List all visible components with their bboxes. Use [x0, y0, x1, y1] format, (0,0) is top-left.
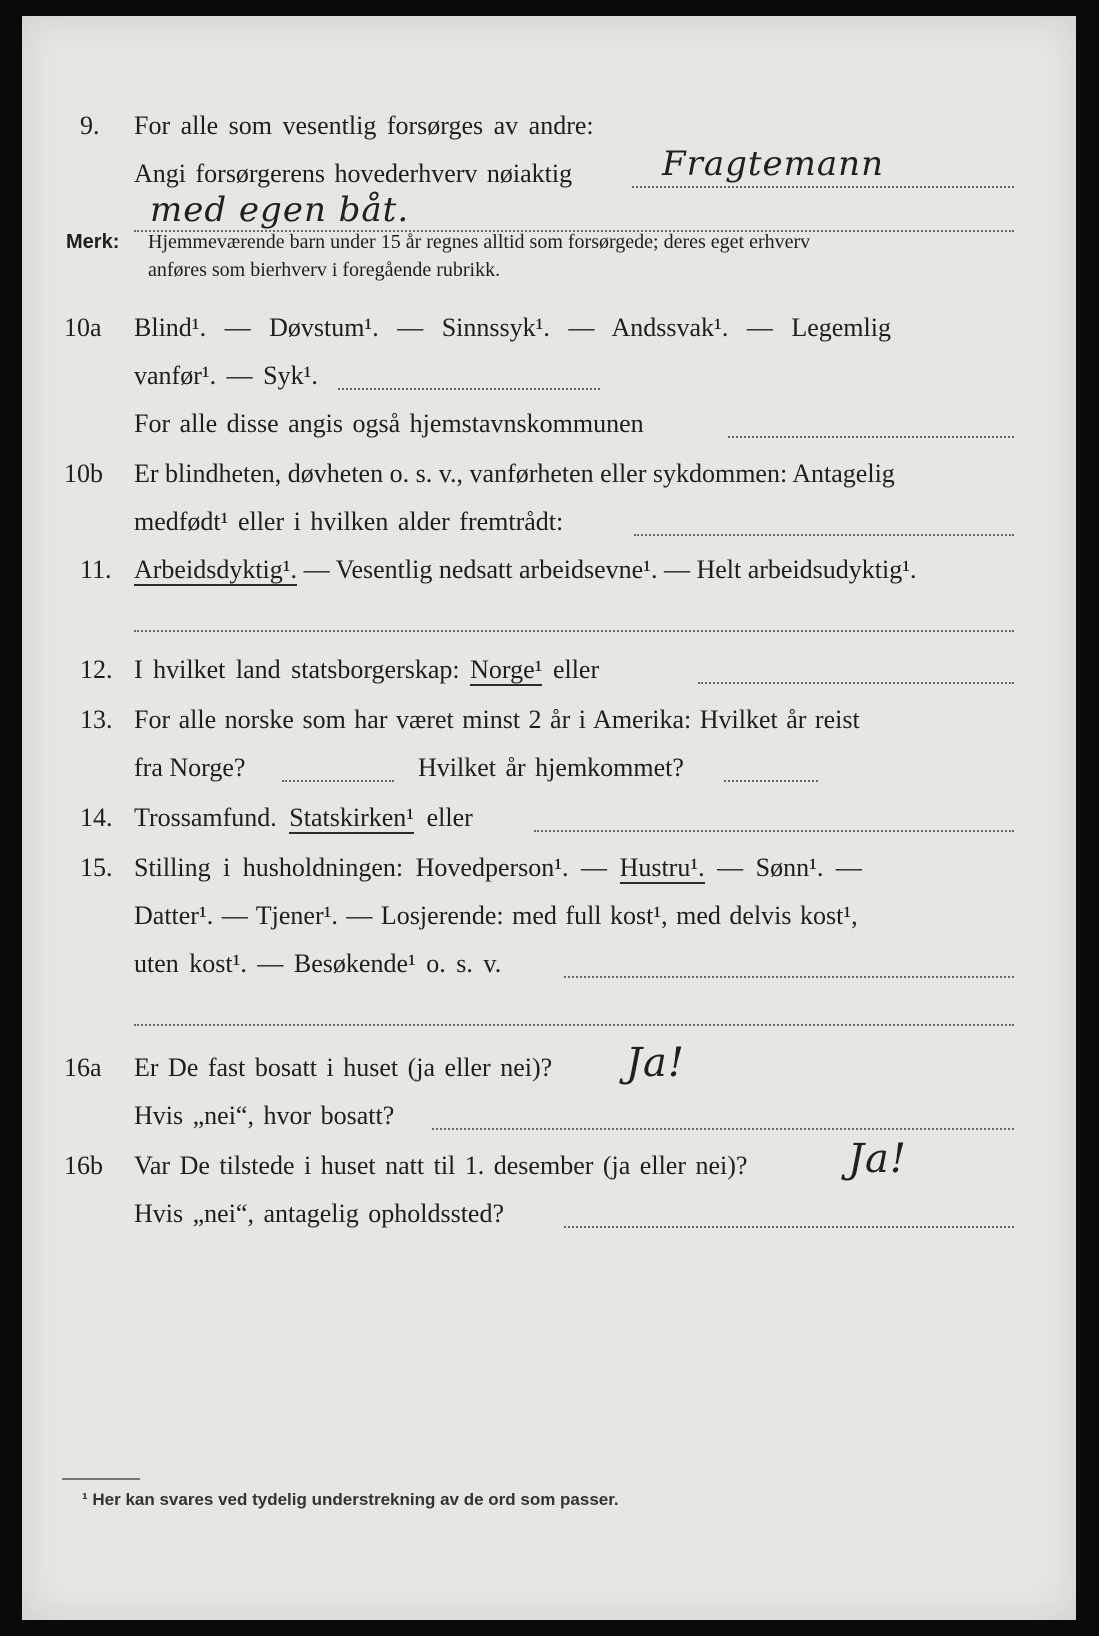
q12-question [134, 648, 599, 692]
q10a-hjemstavn-answer-line[interactable] [728, 436, 1014, 438]
q12-line [22, 648, 1076, 692]
q10a-line1 [22, 306, 1076, 350]
q15-options-3: uten kost¹. — Besøkende¹ o. s. v. [134, 949, 502, 978]
q16a-bosatt-label: Hvis „nei“, hvor bosatt? [134, 1101, 395, 1130]
q14-line [22, 796, 1076, 840]
q9-handwritten-answer-2: med egen båt. [150, 190, 410, 230]
q16b-line1 [22, 1136, 1076, 1188]
merk-text-1: Hjemmeværende barn under 15 år regnes alltid som forsørgede; deres eget erhverv [148, 231, 811, 253]
q16a-number: 16a [64, 1053, 102, 1082]
q16b-line2 [22, 1192, 1076, 1236]
q13-hjemkommet-answer-line[interactable] [724, 780, 818, 782]
q14-answer-line[interactable] [534, 830, 1014, 832]
q10b-question-2: medfødt¹ eller i hvilken alder fremtrådt: [134, 507, 564, 536]
q12-answer-line[interactable] [698, 682, 1014, 684]
q11-number: 11. [80, 555, 112, 584]
q11-option-arbeidsdyktig-selected[interactable]: Arbeidsdyktig¹. [134, 555, 298, 584]
q15-line1 [22, 846, 1076, 890]
q16a-question: Er De fast bosatt i huset (ja eller nei)? [134, 1053, 553, 1082]
merk-text-2: anføres som bierhverv i foregående rubrikk. [148, 259, 501, 281]
q10b-answer-line[interactable] [634, 534, 1014, 536]
q16a-line1 [22, 1040, 1076, 1090]
q10b-line1 [22, 452, 1076, 496]
q16b-handwritten-answer: Ja! [848, 1136, 907, 1182]
q9-line1 [22, 104, 1076, 148]
q15-line4 [22, 990, 1076, 1034]
q15-label: Stilling i husholdningen: Hovedperson¹. — [134, 853, 620, 882]
q15-sonn: — Sønn¹. — [704, 853, 862, 882]
q13-question: For alle norske som har været minst 2 år i Amerika: Hvilket år reist [134, 705, 860, 734]
q12-number: 12. [80, 655, 113, 684]
q9-number: 9. [80, 111, 100, 140]
q11-line1 [22, 548, 1076, 592]
q13-line2 [22, 746, 1076, 790]
q16b-number: 16b [64, 1151, 103, 1180]
q14-eller: eller [414, 803, 473, 832]
q15-options-2: Datter¹. — Tjener¹. — Losjerende: med full kost¹, med delvis kost¹, [134, 901, 858, 930]
q14-label: Trossamfund. [134, 803, 290, 832]
q16a-answer-line[interactable] [432, 1128, 1014, 1130]
q10b-number: 10b [64, 459, 103, 488]
q15-question [134, 846, 862, 890]
q13-hjemkommet-label: Hvilket år hjemkommet? [418, 753, 684, 782]
q9-question: For alle som vesentlig forsørges av andre: [134, 111, 594, 140]
q13-line1 [22, 698, 1076, 742]
q10b-line2 [22, 500, 1076, 544]
q12-option-norge-selected[interactable]: Norge¹ [470, 655, 543, 684]
q15-line3 [22, 942, 1076, 986]
q14-number: 14. [80, 803, 113, 832]
q10a-options: Blind¹. — Døvstum¹. — Sinnssyk¹. — Andssvak¹. — Legemlig [134, 313, 891, 342]
q13-reist-label: fra Norge? [134, 753, 246, 782]
q11-options [134, 548, 917, 592]
q14-question [134, 796, 473, 840]
q16b-opholdssted-label: Hvis „nei“, antagelig opholdssted? [134, 1199, 505, 1228]
q10a-number: 10a [64, 313, 102, 342]
q9-answer-line[interactable] [632, 186, 1014, 188]
footnote: ¹ Her kan svares ved tydelig understrekning av de ord som passer. [82, 1490, 619, 1509]
merk-note [66, 228, 119, 256]
q15-option-hustru-selected[interactable]: Hustru¹. [619, 853, 705, 882]
q16a-line2 [22, 1094, 1076, 1138]
merk-label: Merk: [66, 231, 120, 253]
q12-label: I hvilket land statsborgerskap: [134, 655, 471, 684]
q10a-options-2: vanfør¹. — Syk¹. [134, 361, 318, 390]
q9-occupation-label: Angi forsørgerens hovederhverv nøiaktig [134, 159, 573, 188]
q10a-line2 [22, 354, 1076, 398]
q15-line2 [22, 894, 1076, 938]
q16b-answer-line[interactable] [564, 1226, 1014, 1228]
q14-option-statskirken-selected[interactable]: Statskirken¹ [289, 803, 415, 832]
q11-answer-line[interactable] [134, 630, 1014, 632]
q12-eller: eller [542, 655, 600, 684]
q9-handwritten-answer-1: Fragtemann [662, 144, 884, 184]
q15-answer-line[interactable] [564, 976, 1014, 978]
q16b-question: Var De tilstede i huset natt til 1. desember (ja eller nei)? [134, 1151, 748, 1180]
q10a-line3 [22, 402, 1076, 446]
q11-other-options: — Vesentlig nedsatt arbeidsevne¹. — Helt arbeidsudyktig¹. [297, 555, 917, 584]
q13-number: 13. [80, 705, 113, 734]
census-form-page [22, 16, 1076, 1620]
q15-answer-line-2[interactable] [134, 1024, 1014, 1026]
q16a-handwritten-answer: Ja! [626, 1040, 685, 1086]
q10a-hjemstavn-label: For alle disse angis også hjemstavnskommunen [134, 409, 644, 438]
q10b-question: Er blindheten, døvheten o. s. v., vanførheten eller sykdommen: Antagelig [134, 459, 895, 488]
q11-line2 [22, 596, 1076, 640]
q13-reist-answer-line[interactable] [282, 780, 394, 782]
q10a-syk-answer-line[interactable] [338, 388, 600, 390]
footnote-rule [62, 1478, 140, 1480]
q15-number: 15. [80, 853, 113, 882]
